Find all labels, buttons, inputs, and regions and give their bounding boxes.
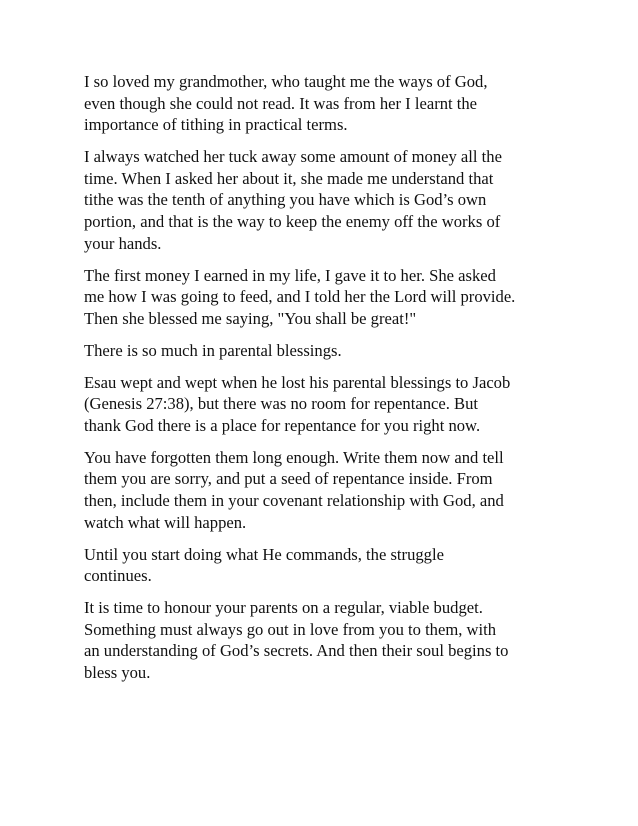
paragraph-struggle — [84, 544, 564, 587]
paragraph-parental-blessings — [84, 340, 564, 362]
text-line: bless you. — [84, 662, 151, 682]
text-line: watch what will happen. — [84, 512, 247, 532]
paragraph-grandmother — [84, 71, 564, 136]
text-line: I always watched her tuck away some amount of money all the — [84, 147, 502, 167]
text-line: (Genesis 27:38), but there was no room for repentance. But — [84, 394, 478, 414]
paragraph-honour-parents — [84, 597, 564, 683]
text-line: I so loved my grandmother, who taught me the ways of God, — [84, 72, 488, 91]
text-line: then, include them in your covenant relationship with God, and — [84, 491, 504, 511]
document-body — [84, 71, 564, 694]
text-line: Something must always go out in love from you to them, with — [84, 619, 497, 639]
text-line: tithe was the tenth of anything you have which is God’s own — [84, 190, 487, 210]
text-line: You have forgotten them long enough. Write them now and tell — [84, 447, 504, 467]
text-line: Esau wept and wept when he lost his parental blessings to Jacob — [84, 372, 511, 392]
text-line: time. When I asked her about it, she made me understand that — [84, 168, 494, 188]
text-line: There is so much in parental blessings. — [84, 340, 342, 360]
text-line: continues. — [84, 566, 152, 586]
text-line: portion, and that is the way to keep the enemy off the works of — [84, 211, 501, 231]
text-line: an understanding of God’s secrets. And then their soul begins to — [84, 641, 509, 661]
text-line: me how I was going to feed, and I told her the Lord will provide. — [84, 287, 516, 307]
text-line: The first money I earned in my life, I gave it to her. She asked — [84, 265, 496, 285]
paragraph-esau — [84, 372, 564, 437]
text-line: Then she blessed me saying, "You shall be great!" — [84, 308, 417, 328]
paragraph-first-money — [84, 265, 564, 330]
text-line: them you are sorry, and put a seed of repentance inside. From — [84, 469, 493, 489]
text-line: importance of tithing in practical terms. — [84, 115, 348, 135]
text-line: Until you start doing what He commands, the struggle — [84, 544, 444, 564]
text-line: your hands. — [84, 233, 162, 253]
paragraph-forgotten — [84, 447, 564, 533]
paragraph-tithe — [84, 146, 564, 254]
text-line: It is time to honour your parents on a regular, viable budget. — [84, 598, 483, 618]
text-line: thank God there is a place for repentance for you right now. — [84, 415, 481, 435]
text-line: even though she could not read. It was from her I learnt the — [84, 93, 478, 113]
